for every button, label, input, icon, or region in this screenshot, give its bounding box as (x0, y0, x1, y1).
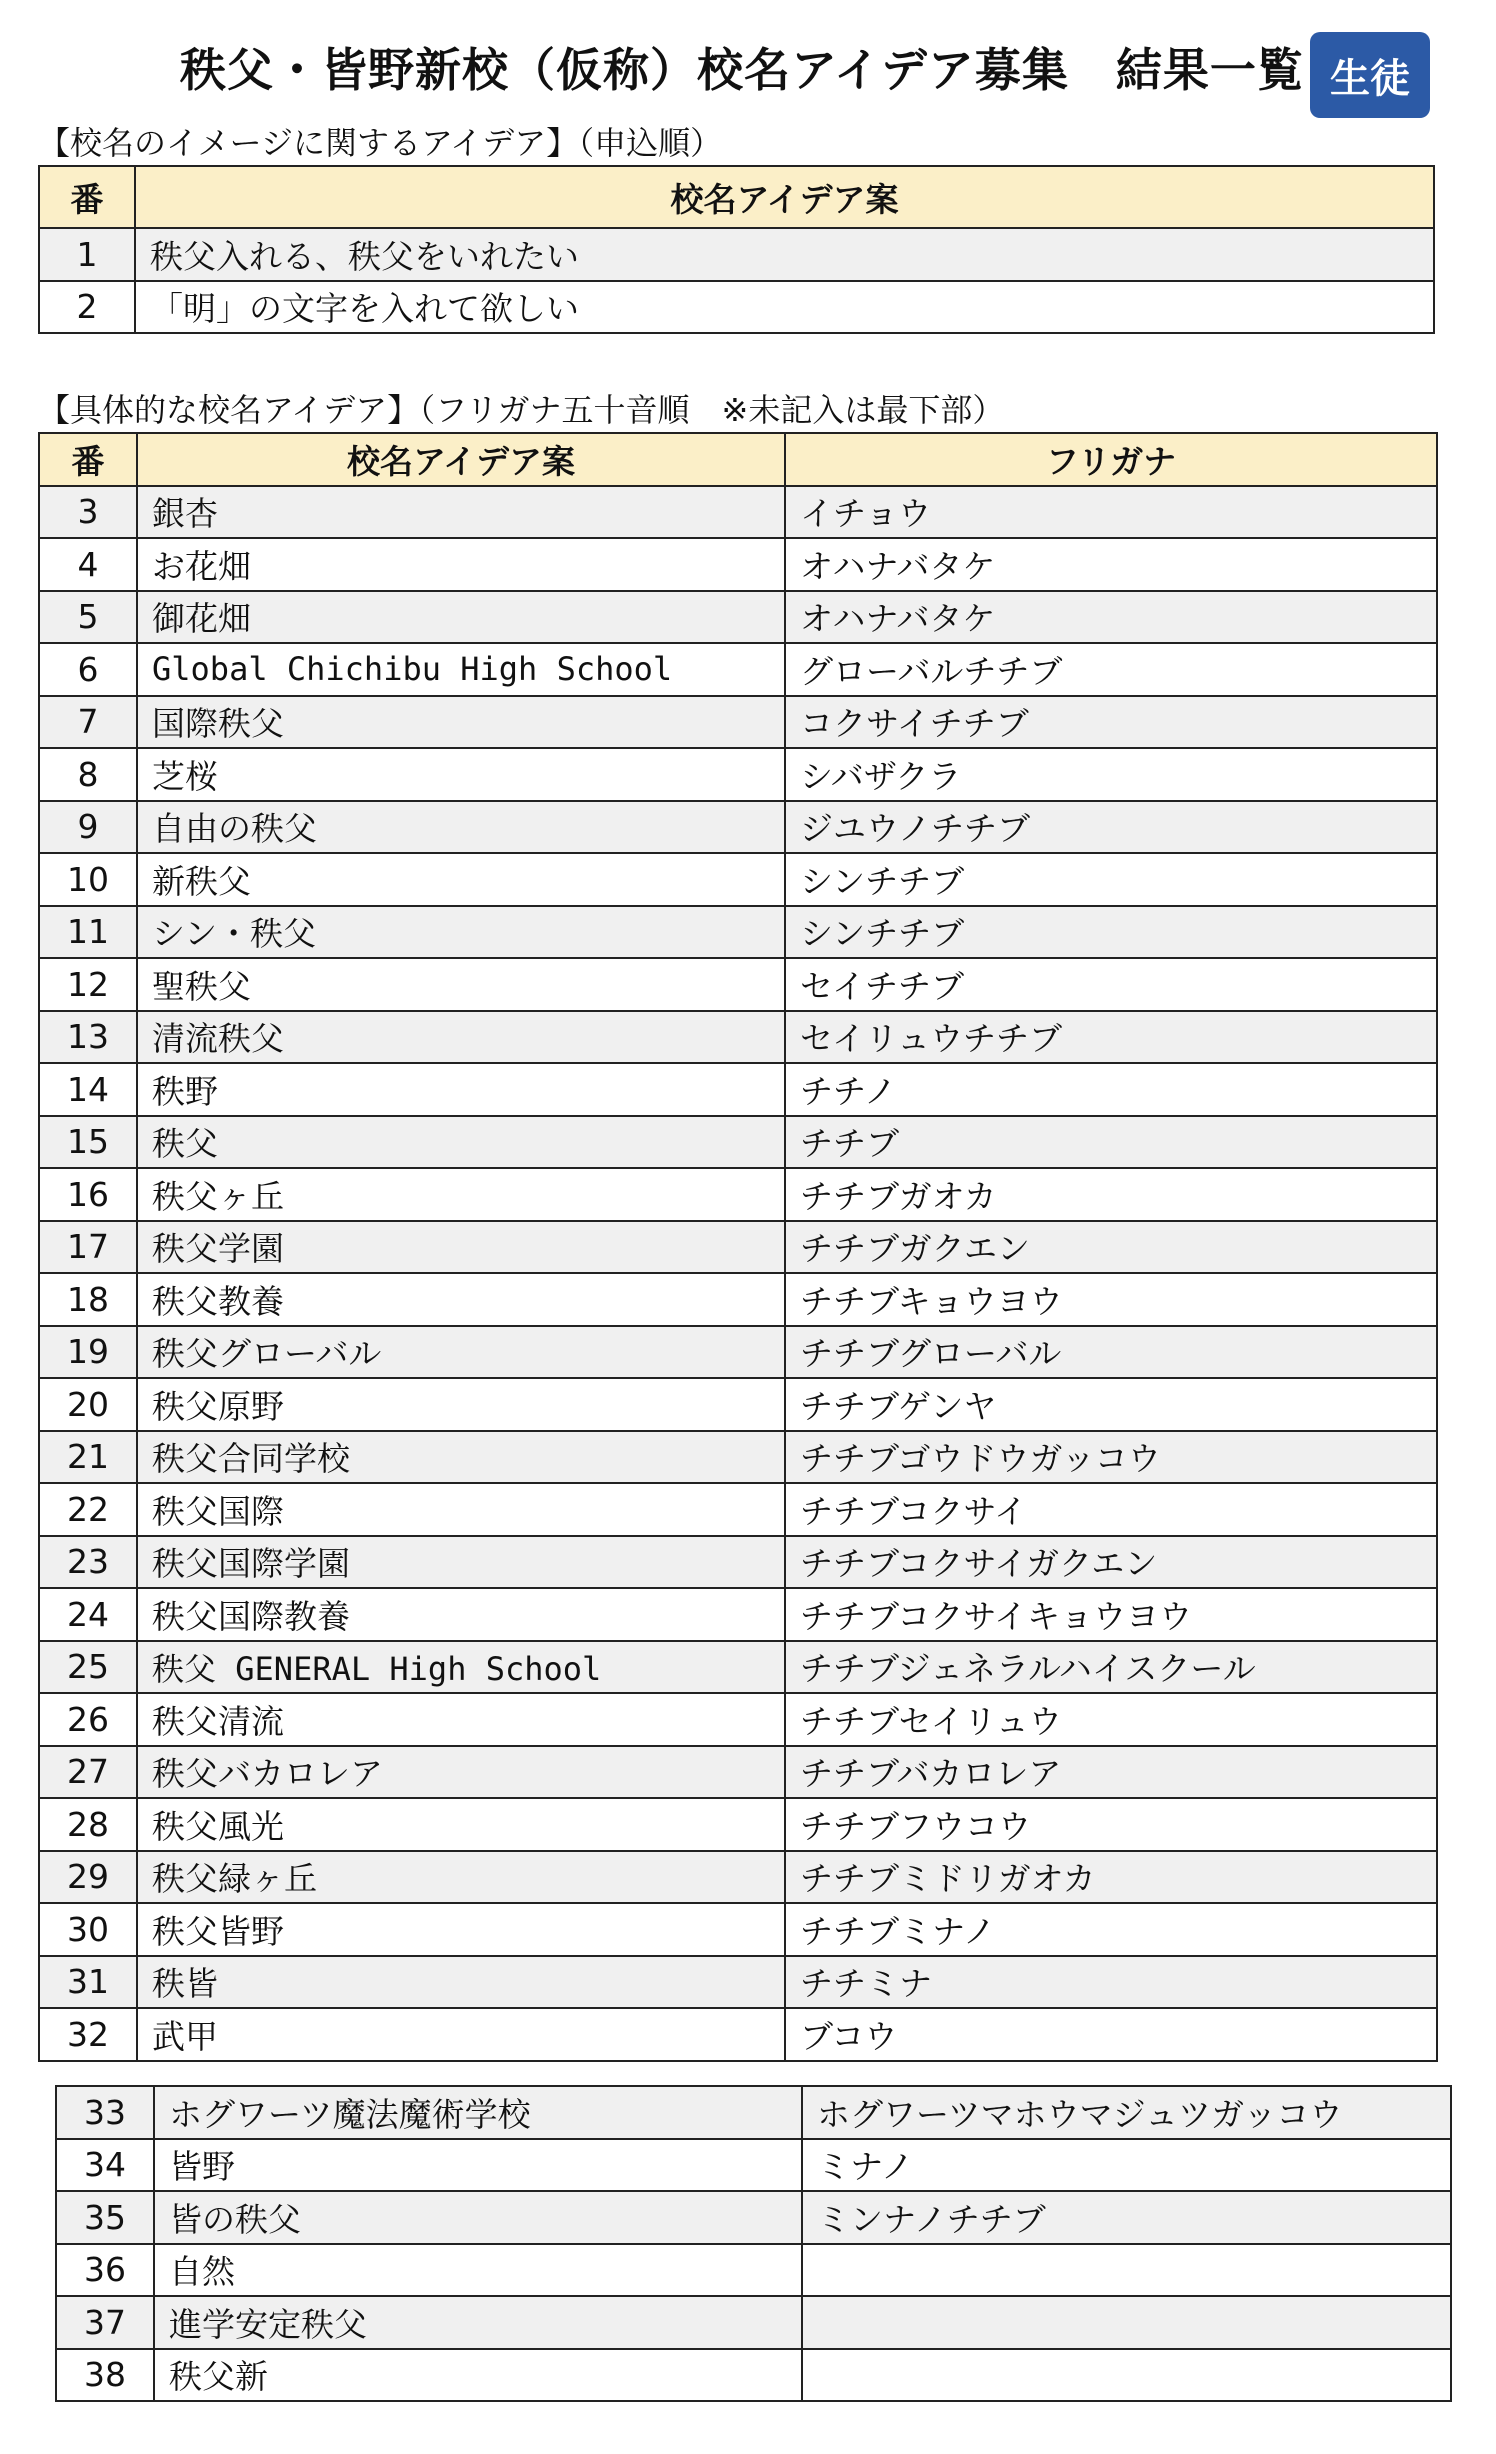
row-number: 2 (39, 281, 135, 334)
table-row (39, 538, 1437, 591)
table-row (39, 1746, 1437, 1799)
idea-cell: ホグワーツ魔法魔術学校 (154, 2086, 802, 2139)
kana-cell: ブコウ (785, 2008, 1437, 2061)
idea-cell: 秩父清流 (137, 1693, 785, 1746)
idea-cell: 秩父教養 (137, 1273, 785, 1326)
table-row (39, 643, 1437, 696)
table-row (39, 591, 1437, 644)
row-number: 3 (39, 486, 137, 539)
table-row (39, 1431, 1437, 1484)
row-number: 34 (56, 2139, 154, 2192)
idea-cell: 秩皆 (137, 1956, 785, 2009)
idea-cell: 秩父バカロレア (137, 1746, 785, 1799)
table-row (39, 1273, 1437, 1326)
row-number: 31 (39, 1956, 137, 2009)
kana-cell: シンチチブ (785, 906, 1437, 959)
table-row (56, 2139, 1451, 2192)
row-number: 32 (39, 2008, 137, 2061)
row-number: 15 (39, 1116, 137, 1169)
table-row (39, 1693, 1437, 1746)
kana-cell (802, 2296, 1451, 2349)
table-row (39, 696, 1437, 749)
row-number: 37 (56, 2296, 154, 2349)
table-row (56, 2244, 1451, 2297)
table-row (39, 1903, 1437, 1956)
kana-cell: チチブゴウドウガッコウ (785, 1431, 1437, 1484)
table-row (39, 1063, 1437, 1116)
row-number: 16 (39, 1168, 137, 1221)
row-number: 1 (39, 228, 135, 281)
table-row (39, 1221, 1437, 1274)
kana-cell: チチブガオカ (785, 1168, 1437, 1221)
row-number: 33 (56, 2086, 154, 2139)
idea-cell: お花畑 (137, 538, 785, 591)
table-row (39, 1011, 1437, 1064)
row-number: 5 (39, 591, 137, 644)
kana-cell: コクサイチチブ (785, 696, 1437, 749)
section1-caption: 【校名のイメージに関するアイデア】（申込順） (38, 124, 723, 162)
kana-cell: オハナバタケ (785, 591, 1437, 644)
row-number: 7 (39, 696, 137, 749)
row-number: 25 (39, 1641, 137, 1694)
table-row (39, 1116, 1437, 1169)
idea-cell: 自由の秩父 (137, 801, 785, 854)
row-number: 36 (56, 2244, 154, 2297)
idea-cell: 秩父皆野 (137, 1903, 785, 1956)
table-header-row (39, 433, 1437, 486)
kana-cell: ホグワーツマホウマジュツガッコウ (802, 2086, 1451, 2139)
idea-cell: 秩父新 (154, 2349, 802, 2402)
idea-cell: 銀杏 (137, 486, 785, 539)
idea-cell: 進学安定秩父 (154, 2296, 802, 2349)
kana-cell: チチブガクエン (785, 1221, 1437, 1274)
kana-cell: チチブゲンヤ (785, 1378, 1437, 1431)
kana-cell: チチノ (785, 1063, 1437, 1116)
student-badge: 生徒 (1310, 32, 1430, 118)
row-number: 23 (39, 1536, 137, 1589)
kana-cell: シバザクラ (785, 748, 1437, 801)
idea-cell: 秩父グローバル (137, 1326, 785, 1379)
row-number: 22 (39, 1483, 137, 1536)
col-idea-header: 校名アイデア案 (137, 433, 785, 486)
row-number: 8 (39, 748, 137, 801)
kana-cell: チチブグローバル (785, 1326, 1437, 1379)
table-row (39, 281, 1434, 334)
idea-cell: 清流秩父 (137, 1011, 785, 1064)
kana-cell: チチブミナノ (785, 1903, 1437, 1956)
table-row (39, 1641, 1437, 1694)
kana-cell: チチブキョウヨウ (785, 1273, 1437, 1326)
table-row (39, 1483, 1437, 1536)
row-number: 26 (39, 1693, 137, 1746)
row-number: 28 (39, 1798, 137, 1851)
table-row (39, 486, 1437, 539)
idea-cell: 秩父 (137, 1116, 785, 1169)
idea-cell: 新秩父 (137, 853, 785, 906)
idea-cell: 秩父ヶ丘 (137, 1168, 785, 1221)
idea-cell: Global Chichibu High School (137, 643, 785, 696)
row-number: 30 (39, 1903, 137, 1956)
table-row (39, 906, 1437, 959)
kana-cell: チチブミドリガオカ (785, 1851, 1437, 1904)
idea-cell: 秩父 GENERAL High School (137, 1641, 785, 1694)
col-idea-header: 校名アイデア案 (135, 166, 1434, 228)
table-row (56, 2191, 1451, 2244)
table-row (39, 2008, 1437, 2061)
kana-cell: チチブコクサイ (785, 1483, 1437, 1536)
table-row (39, 1326, 1437, 1379)
row-number: 35 (56, 2191, 154, 2244)
table-row (39, 1168, 1437, 1221)
table-row (39, 1378, 1437, 1431)
idea-cell: シン・秩父 (137, 906, 785, 959)
specific-ideas-table-continued (55, 2085, 1452, 2402)
idea-cell: 秩野 (137, 1063, 785, 1116)
kana-cell: チチブジェネラルハイスクール (785, 1641, 1437, 1694)
section2-caption: 【具体的な校名アイデア】（フリガナ五十音順 ※未記入は最下部） (38, 391, 1005, 429)
row-number: 24 (39, 1588, 137, 1641)
table-row (39, 1851, 1437, 1904)
idea-cell: 聖秩父 (137, 958, 785, 1011)
row-number: 11 (39, 906, 137, 959)
kana-cell: チチブ (785, 1116, 1437, 1169)
kana-cell (802, 2349, 1451, 2402)
idea-cell: 武甲 (137, 2008, 785, 2061)
col-kana-header: フリガナ (785, 433, 1437, 486)
table-row (39, 228, 1434, 281)
table-row (39, 1956, 1437, 2009)
table-row (39, 958, 1437, 1011)
idea-cell: 秩父入れる、秩父をいれたい (135, 228, 1434, 281)
idea-cell: 芝桜 (137, 748, 785, 801)
idea-cell: 秩父国際学園 (137, 1536, 785, 1589)
idea-cell: 秩父合同学校 (137, 1431, 785, 1484)
kana-cell: セイチチブ (785, 958, 1437, 1011)
table-row (56, 2349, 1451, 2402)
kana-cell: チチブフウコウ (785, 1798, 1437, 1851)
kana-cell: チチブコクサイキョウヨウ (785, 1588, 1437, 1641)
kana-cell: イチョウ (785, 486, 1437, 539)
col-num-header: 番 (39, 166, 135, 228)
row-number: 10 (39, 853, 137, 906)
idea-cell: 国際秩父 (137, 696, 785, 749)
idea-cell: 秩父国際教養 (137, 1588, 785, 1641)
page-title: 秩父・皆野新校（仮称）校名アイデア募集 結果一覧 (180, 43, 1304, 97)
row-number: 21 (39, 1431, 137, 1484)
row-number: 17 (39, 1221, 137, 1274)
kana-cell: オハナバタケ (785, 538, 1437, 591)
row-number: 14 (39, 1063, 137, 1116)
idea-cell: 御花畑 (137, 591, 785, 644)
row-number: 18 (39, 1273, 137, 1326)
table-row (39, 1798, 1437, 1851)
row-number: 29 (39, 1851, 137, 1904)
title-row (0, 20, 1496, 110)
kana-cell: チチブコクサイガクエン (785, 1536, 1437, 1589)
idea-cell: 秩父国際 (137, 1483, 785, 1536)
kana-cell: チチミナ (785, 1956, 1437, 2009)
kana-cell: グローバルチチブ (785, 643, 1437, 696)
row-number: 27 (39, 1746, 137, 1799)
kana-cell: シンチチブ (785, 853, 1437, 906)
specific-ideas-table (38, 432, 1438, 2062)
table-row (56, 2086, 1451, 2139)
idea-cell: 皆野 (154, 2139, 802, 2192)
kana-cell: ジユウノチチブ (785, 801, 1437, 854)
row-number: 38 (56, 2349, 154, 2402)
kana-cell: ミナノ (802, 2139, 1451, 2192)
kana-cell: セイリュウチチブ (785, 1011, 1437, 1064)
idea-cell: 秩父学園 (137, 1221, 785, 1274)
idea-cell: 「明」の文字を入れて欲しい (135, 281, 1434, 334)
row-number: 6 (39, 643, 137, 696)
idea-cell: 秩父原野 (137, 1378, 785, 1431)
table-row (56, 2296, 1451, 2349)
kana-cell: チチブセイリュウ (785, 1693, 1437, 1746)
table-row (39, 801, 1437, 854)
idea-cell: 自然 (154, 2244, 802, 2297)
table-row (39, 853, 1437, 906)
row-number: 12 (39, 958, 137, 1011)
kana-cell: チチブバカロレア (785, 1746, 1437, 1799)
col-num-header: 番 (39, 433, 137, 486)
row-number: 4 (39, 538, 137, 591)
table-row (39, 1588, 1437, 1641)
table-row (39, 748, 1437, 801)
row-number: 20 (39, 1378, 137, 1431)
image-ideas-table (38, 165, 1435, 334)
kana-cell: ミンナノチチブ (802, 2191, 1451, 2244)
idea-cell: 秩父風光 (137, 1798, 785, 1851)
table-header-row (39, 166, 1434, 228)
row-number: 13 (39, 1011, 137, 1064)
row-number: 19 (39, 1326, 137, 1379)
kana-cell (802, 2244, 1451, 2297)
table-row (39, 1536, 1437, 1589)
row-number: 9 (39, 801, 137, 854)
idea-cell: 皆の秩父 (154, 2191, 802, 2244)
idea-cell: 秩父緑ヶ丘 (137, 1851, 785, 1904)
